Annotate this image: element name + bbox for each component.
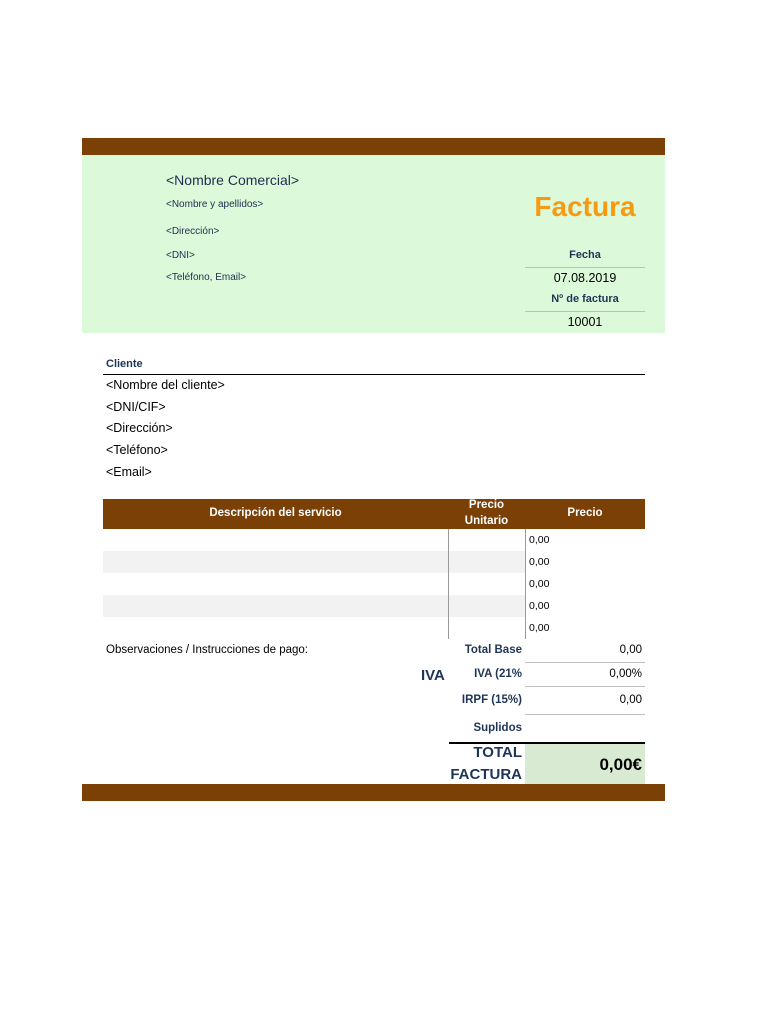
row-unit-price[interactable] bbox=[448, 595, 525, 617]
table-row bbox=[103, 529, 645, 551]
client-address: <Dirección> bbox=[106, 421, 173, 435]
row-description[interactable] bbox=[103, 529, 448, 551]
client-name: <Nombre del cliente> bbox=[106, 378, 225, 392]
services-table-header bbox=[103, 499, 645, 529]
row-price[interactable]: 0,00 bbox=[525, 573, 645, 595]
date-divider bbox=[525, 267, 645, 268]
col-price: Precio bbox=[567, 507, 603, 519]
total-label-line1: TOTAL bbox=[473, 744, 522, 761]
bottom-band bbox=[82, 784, 665, 801]
date-value: 07.08.2019 bbox=[553, 271, 617, 285]
number-divider bbox=[525, 311, 645, 312]
table-row bbox=[103, 551, 645, 573]
trade-name: <Nombre Comercial> bbox=[166, 172, 300, 188]
iva-side-label: IVA bbox=[421, 667, 445, 684]
issuer-contact: <Teléfono, Email> bbox=[166, 272, 247, 283]
client-divider bbox=[103, 374, 645, 375]
irpf-value: 0,00 bbox=[619, 694, 642, 706]
row-price[interactable]: 0,00 bbox=[525, 551, 645, 573]
notes-label: Observaciones / Instrucciones de pago: bbox=[106, 644, 309, 656]
table-row bbox=[103, 573, 645, 595]
table-row bbox=[103, 617, 645, 639]
client-heading: Cliente bbox=[106, 358, 143, 370]
row-description[interactable] bbox=[103, 551, 448, 573]
date-label: Fecha bbox=[569, 249, 601, 261]
client-phone: <Teléfono> bbox=[106, 443, 168, 457]
invoice-title: Factura bbox=[534, 191, 636, 222]
irpf-label: IRPF (15%) bbox=[461, 694, 522, 706]
iva-label: IVA (21% bbox=[474, 668, 522, 680]
irpf-divider bbox=[525, 714, 645, 715]
total-base-value: 0,00 bbox=[619, 644, 642, 656]
row-unit-price[interactable] bbox=[448, 529, 525, 551]
row-description[interactable] bbox=[103, 617, 448, 639]
col-unit-price-line1: Precio bbox=[468, 499, 505, 511]
base-divider bbox=[525, 662, 645, 663]
col-unit-price-line2: Unitario bbox=[464, 515, 509, 527]
total-label-line2: FACTURA bbox=[450, 766, 522, 783]
invoice-number-label: Nº de factura bbox=[551, 293, 619, 305]
row-unit-price[interactable] bbox=[448, 617, 525, 639]
iva-value: 0,00% bbox=[609, 668, 642, 680]
row-price[interactable]: 0,00 bbox=[525, 529, 645, 551]
row-price[interactable]: 0,00 bbox=[525, 595, 645, 617]
row-unit-price[interactable] bbox=[448, 551, 525, 573]
total-base-label: Total Base bbox=[464, 644, 522, 656]
row-price[interactable]: 0,00 bbox=[525, 617, 645, 639]
issuer-dni: <DNI> bbox=[166, 250, 195, 261]
row-unit-price[interactable] bbox=[448, 573, 525, 595]
table-row bbox=[103, 595, 645, 617]
client-email: <Email> bbox=[106, 465, 152, 479]
client-dni: <DNI/CIF> bbox=[106, 400, 166, 414]
iva-divider bbox=[525, 686, 645, 687]
total-value: 0,00€ bbox=[599, 755, 642, 774]
invoice-number-value: 10001 bbox=[567, 315, 603, 329]
suplidos-label: Suplidos bbox=[473, 722, 522, 734]
col-description: Descripción del servicio bbox=[209, 507, 342, 519]
issuer-full-name: <Nombre y apellidos> bbox=[166, 199, 264, 210]
issuer-address: <Dirección> bbox=[166, 226, 220, 237]
row-description[interactable] bbox=[103, 573, 448, 595]
top-band bbox=[82, 138, 665, 155]
row-description[interactable] bbox=[103, 595, 448, 617]
